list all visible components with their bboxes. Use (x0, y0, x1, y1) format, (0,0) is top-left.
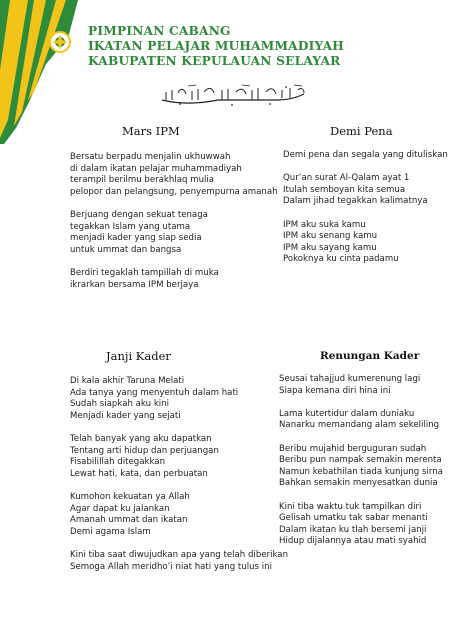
lyric-line: Sudah siapkah aku kini (70, 399, 170, 410)
lyric-line: Nanarku memandang alam sekeliling (279, 420, 440, 431)
stanza (70, 492, 288, 538)
lyric-line: Semoga Allah meridho’i niat hati yang tulus ini (70, 561, 272, 572)
lyric-line: Beribu pun nampak semakin merenta (279, 455, 442, 466)
stanza (70, 210, 278, 256)
stanza (283, 150, 448, 162)
stanza (70, 152, 278, 198)
lyric-line: Pokoknya ku cinta padamu (283, 254, 399, 265)
stanza (279, 502, 443, 548)
lyric-line: Seusai tahajjud kumerenung lagi (279, 374, 421, 384)
stanza (279, 409, 443, 432)
lyric-line: Telah banyak yang aku dapatkan (70, 433, 212, 444)
lyric-line: IPM aku senang kamu (283, 231, 378, 242)
stanza (70, 434, 288, 480)
stanza (279, 374, 443, 397)
stanza (283, 173, 448, 208)
lyric-line: Lama kutertidur dalam duniaku (279, 408, 415, 419)
lyric-line: ikrarkan bersama IPM berjaya (70, 279, 199, 290)
lyric-line: Bersatu berpadu menjalin ukhuwwah (70, 152, 231, 162)
lyric-line: Qur’an surat Al-Qalam ayat 1 (283, 173, 410, 184)
lyric-line: menjadi kader yang siap sedia (70, 233, 202, 244)
stanza (279, 444, 443, 490)
lyric-line: Tentang arti hidup dan perjuangan (70, 445, 219, 456)
lyric-line: Berjuang dengan sekuat tenaga (70, 209, 208, 220)
stanza (283, 220, 448, 266)
lyric-line: Berdiri tegaklah tampillah di muka (70, 267, 219, 278)
stanza (70, 376, 288, 422)
bismillah-calligraphy (158, 84, 308, 110)
song-title-janji-kader: Janji Kader (106, 349, 171, 363)
song-lyrics-renungan-kader (279, 374, 443, 548)
lyric-line: Itulah semboyan kita semua (283, 184, 406, 195)
lyric-line: Di kala akhir Taruna Melati (70, 376, 185, 386)
ipm-logo-icon (0, 0, 90, 145)
lyric-line: Siapa kemana diri hina ini (279, 385, 391, 396)
lyric-line: Fisabilillah ditegakkan (70, 457, 166, 468)
lyric-line: Gelisah umatku tak sabar menanti (279, 513, 428, 524)
lyric-line: Dalam jihad tegakkan kalimatnya (283, 196, 428, 207)
lyric-line: Demi pena dan segala yang dituliskan (283, 150, 448, 160)
lyric-line: tegakkan Islam yang utama (70, 221, 191, 232)
song-lyrics-mars-ipm (70, 152, 278, 291)
organization-header (88, 24, 344, 69)
song-lyrics-demi-pena (283, 150, 448, 266)
lyric-line: Kumohon kekuatan ya Allah (70, 491, 190, 502)
lyric-line: Ada tanya yang menyentuh dalam hati (70, 387, 239, 398)
lyric-line: IPM aku sayang kamu (283, 242, 377, 253)
stanza (70, 268, 278, 291)
lyric-line: Dalam ikatan ku tlah bersemi janji (279, 524, 427, 535)
lyric-line: Hidup dijalannya atau mati syahid (279, 536, 427, 547)
lyric-line: Agar dapat ku jalankan (70, 503, 170, 514)
header-line-2: IKATAN PELAJAR MUHAMMADIYAH (88, 39, 344, 53)
lyric-line: Kini tiba waktu tuk tampilkan diri (279, 501, 422, 512)
song-title-demi-pena: Demi Pena (330, 124, 393, 138)
lyric-line: untuk ummat dan bangsa (70, 244, 182, 255)
lyric-line: Namun kebathilan tiada kunjung sirna (279, 466, 443, 477)
song-title-mars-ipm: Mars IPM (122, 124, 180, 138)
header-line-1: PIMPINAN CABANG (88, 24, 231, 38)
header-line-3: KABUPATEN KEPULAUAN SELAYAR (88, 54, 341, 68)
lyric-line: IPM aku suka kamu (283, 219, 366, 230)
stanza (70, 550, 288, 573)
lyric-line: di dalam ikatan pelajar muhammadiyah (70, 163, 242, 174)
lyric-line: Menjadi kader yang sejati (70, 410, 181, 421)
lyric-line: Kini tiba saat diwujudkan apa yang telah diberikan (70, 549, 289, 560)
lyric-line: Amanah ummat dan ikatan (70, 515, 188, 526)
lyric-line: Lewat hati, kata, dan perbuatan (70, 468, 208, 479)
lyric-line: Beribu mujahid berguguran sudah (279, 443, 427, 454)
lyric-line: pelopor dan pelangsung, penyempurna amanah (70, 186, 278, 197)
song-lyrics-janji-kader (70, 376, 288, 573)
song-title-renungan-kader: Renungan Kader (320, 350, 420, 362)
lyric-line: terampil berilmu berakhlaq mulia (70, 175, 215, 186)
lyric-line: Bahkan semakin menyesatkan dunia (279, 478, 438, 489)
lyric-line: Demi agama Islam (70, 526, 151, 537)
